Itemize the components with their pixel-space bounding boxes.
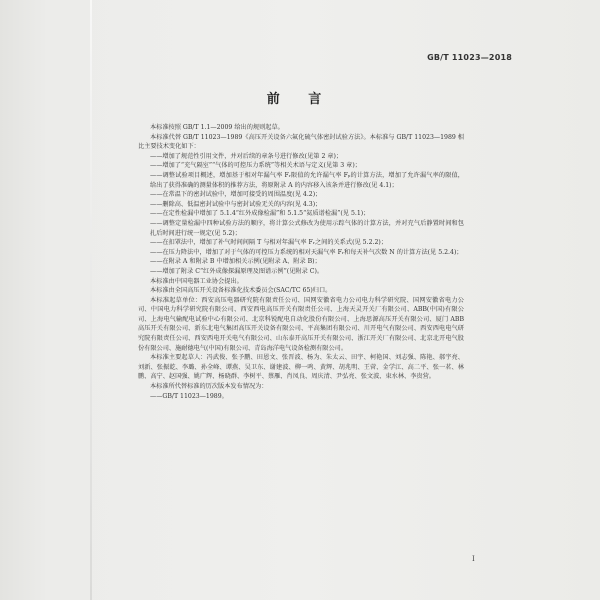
- standard-code-header: GB/T 11023—2018: [427, 53, 512, 62]
- paragraph-drafting-units: 本标准起草单位：西安高压电器研究院有限责任公司、国网安徽省电力公司电力科学研究院、国网安徽省电力公司、中国电力科学研究院有限公司、西安西电高压开关有限责任公司、上海天灵开关厂有限公司、ABB(中国)有限公司、上海电气输配电试验中心有限公司、北京科锐配电自动化股份有限公司、上海思源高压开关有限公司、厦门 ABB 高压开关有限公司、新东北电气集团高压开关设备有限公司、平高集团有限公司、川开电气有限公司、西安西电电气研究院有限责任公司、西安西电开关电气有限公司、山东泰开高压开关有限公司、浙江开关厂有限公司、北京北开电气股份有限公司、施耐德电气(中国)有限公司、青岛海洋电气设备检测有限公司。: [138, 296, 464, 352]
- change-item: ——增加了附录 C“红外成像探漏原理及图谱示例”(见附录 C)。: [150, 267, 324, 275]
- change-item: ——在附录 A 和附录 B 中增加相关示例(见附录 A、附录 B)；: [150, 258, 321, 266]
- paragraph-replacement: 本标准代替 GB/T 11023—1989《高压开关设备六氟化硫气体密封试验方法》。本标准与 GB/T 11023—1989 相比主要技术变化如下：: [138, 133, 464, 151]
- paragraph-technical-committee: 本标准由全国高压开关设备标准化技术委员会(SAC/TC 65)归口。: [150, 287, 332, 295]
- paragraph-drafters: 本标准主要起草人：冯武俊、张予鹏、田恩文、张晋波、杨为、朱太云、田宇、柯艳国、刘志强、陈艳、郝宇亮、刘新、张振乾、李璐、孙全峰、谭燕、吴卫东、谢建波、柳一鸣、黄辉、胡兆明、王菅、金学江、高二平、张一茗、林鹏、高宁、赵国强、姚广辉、杨晓群、李树平、蔡雁、肖凤良、周庆清、尹弘亮、张文波、束水林、李贵营。: [138, 354, 464, 381]
- paragraph-drafting-rules: 本标准按照 GB/T 1.1—2009 给出的规则起草。: [150, 124, 284, 131]
- change-item: ——调整试验项目概述，增加基于相对年漏气率 Fᵣ限值的允许漏气率 Fₚ的计算方法，增加了允许漏气率的限值，给出了获得准确的测量体积的推荐方法，将原附录 A 的内容移入该条并进行修改(见 4.1)；: [150, 171, 464, 189]
- change-item: ——在常温下的密封试验中，增加可接受的周围温度(见 4.2)；: [150, 191, 322, 199]
- change-item: ——在压力降法中，增加了对于气体的可控压力系统的相对天漏气率 Fᵣ和每天补气次数 N 的计算方法(见 5.2.4)；: [150, 248, 463, 256]
- paragraph-proposer: 本标准由中国电器工业协会提出。: [150, 277, 243, 285]
- paragraph-version-history: 本标准所代替标准的历次版本发布情况为：: [150, 383, 268, 391]
- change-item: ——在扣罩法中，增加了补气时间间隔 T 与相对年漏气率 Fᵣ之间的关系式(见 5.2.2)；: [150, 239, 388, 247]
- foreword-body: [138, 123, 464, 401]
- change-item: ——增加了“充气隔室”“气体的可控压力系统”等相关术语与定义(见第 3 章)；: [150, 162, 361, 170]
- history-item: ——GB/T 11023—1989。: [150, 392, 228, 400]
- page-number: I: [472, 555, 475, 563]
- change-item: ——增加了规范性引用文件，并对后续的章条号进行修改(见第 2 章)；: [150, 152, 343, 160]
- change-item: ——删除高、低温密封试验中与密封试验无关的内容(见 4.3)；: [150, 200, 322, 208]
- page-title: 前 言: [266, 92, 334, 107]
- change-item: ——调整定量检漏中四种试验方法的顺序，将计算公式修改为使用示踪气体的计算方法，并对充气后静置时间和包扎后时间进行统一规定(见 5.2)；: [150, 219, 464, 237]
- change-item: ——在定性检漏中增加了 5.1.4“红外成像检漏”和 5.1.5“氦质谱检漏”(见 5.1)；: [150, 210, 370, 218]
